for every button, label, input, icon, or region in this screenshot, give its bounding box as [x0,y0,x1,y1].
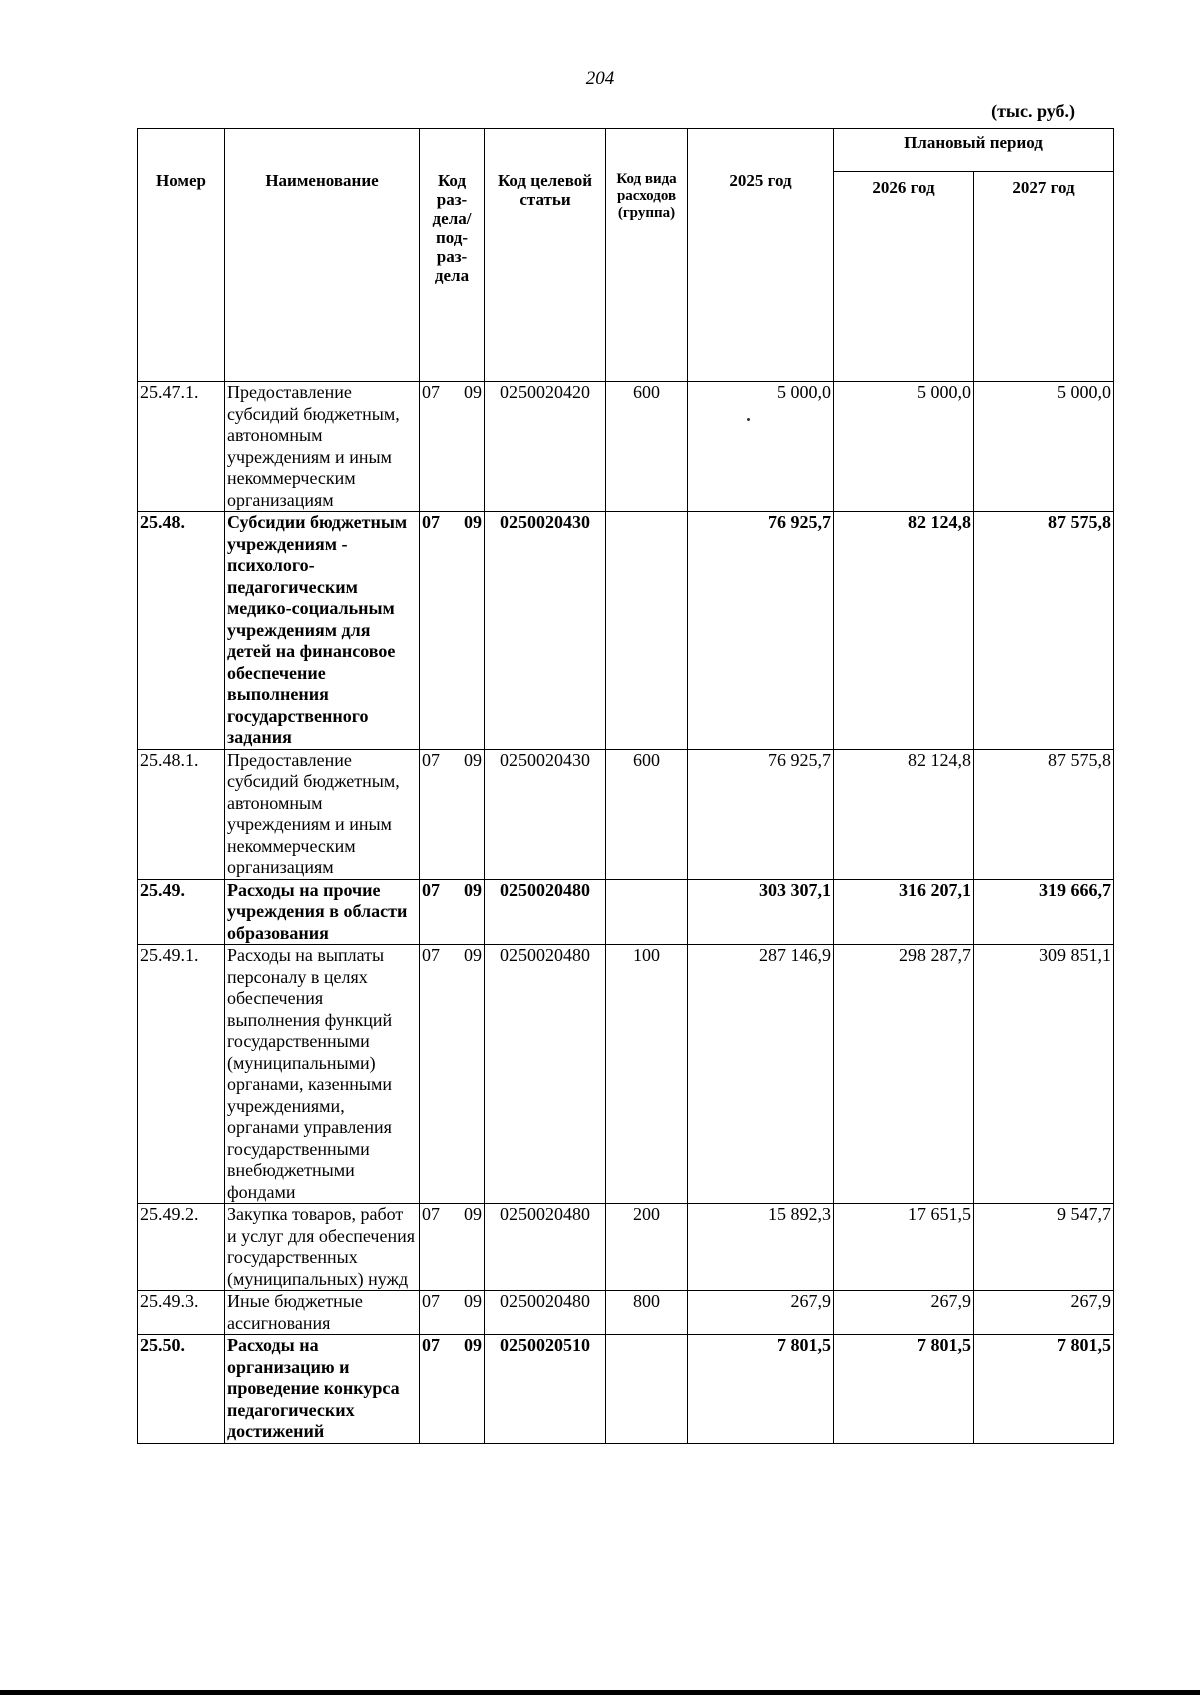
row-target-code: 0250020420 [485,382,606,512]
header-number: Номер [138,129,225,382]
row-number: 25.49. [138,879,225,945]
row-name: Предоставление субсидий бюджетным, автономным учреждениям и иным некоммерческим организациям [225,382,420,512]
row-value-2026: 298 287,7 [834,945,974,1204]
row-subsection: 09 [464,945,482,965]
header-2026: 2026 год [834,172,974,382]
row-section-code [420,945,485,1204]
row-expense-type [606,879,688,945]
row-value-2027: 319 666,7 [974,879,1114,945]
row-expense-type: 800 [606,1291,688,1335]
unit-label: (тыс. руб.) [991,101,1075,121]
row-name: Закупка товаров, работ и услуг для обеспечения государственных (муниципальных) нужд [225,1204,420,1291]
row-expense-type: 600 [606,382,688,512]
header-expense-type: Код вида расходов (группа) [606,129,688,382]
row-target-code: 0250020430 [485,749,606,879]
row-section-code [420,1204,485,1291]
row-number: 25.49.3. [138,1291,225,1335]
table-row [138,1204,1114,1291]
row-name: Иные бюджетные ассигнования [225,1291,420,1335]
header-name: Наименование [225,129,420,382]
row-value-2026: 5 000,0 [834,382,974,512]
row-section: 07 [422,1204,440,1224]
row-value-2025: 76 925,7 [688,512,834,750]
header-target: Код целевой статьи [485,129,606,382]
row-target-code: 0250020480 [485,1204,606,1291]
row-target-code: 0250020480 [485,945,606,1204]
row-subsection: 09 [464,1291,482,1311]
row-value-2027: 267,9 [974,1291,1114,1335]
table-row [138,382,1114,512]
row-value-2025: 267,9 [688,1291,834,1335]
row-name: Расходы на организацию и проведение конкурса педагогических достижений [225,1335,420,1444]
row-number: 25.49.2. [138,1204,225,1291]
row-subsection: 09 [464,749,482,770]
row-value-2027: 87 575,8 [974,749,1114,879]
row-value-2026: 267,9 [834,1291,974,1335]
header-2025: 2025 год [688,129,834,382]
table-row [138,1291,1114,1335]
row-expense-type [606,512,688,750]
row-section: 07 [422,749,440,770]
table-header [138,129,1114,382]
budget-table [137,128,1114,1444]
row-section: 07 [422,945,440,965]
row-section-code [420,879,485,945]
row-value-2026: 82 124,8 [834,512,974,750]
row-expense-type: 200 [606,1204,688,1291]
header-section: Код раз-дела/ под-раз-дела [420,129,485,382]
row-value-2025: 287 146,9 [688,945,834,1204]
row-value-2025: 5 000,0 [688,382,834,512]
row-value-2027: 7 801,5 [974,1335,1114,1444]
row-value-2025: 76 925,7 [688,749,834,879]
row-value-2025: 7 801,5 [688,1335,834,1444]
row-section-code [420,1335,485,1444]
row-target-code: 0250020480 [485,1291,606,1335]
row-subsection: 09 [464,382,482,402]
row-value-2026: 82 124,8 [834,749,974,879]
row-section-code [420,382,485,512]
row-number: 25.48.1. [138,749,225,879]
row-section: 07 [422,1291,440,1311]
row-value-2026: 316 207,1 [834,879,974,945]
scan-bottom-edge [0,1690,1200,1695]
table-row [138,749,1114,879]
row-value-2025: 15 892,3 [688,1204,834,1291]
row-number: 25.50. [138,1335,225,1444]
row-section-code [420,512,485,750]
row-name: Расходы на прочие учреждения в области образования [225,879,420,945]
row-value-2027: 87 575,8 [974,512,1114,750]
row-section: 07 [422,879,440,900]
row-number: 25.47.1. [138,382,225,512]
row-expense-type: 600 [606,749,688,879]
table-row [138,879,1114,945]
header-2027: 2027 год [974,172,1114,382]
row-number: 25.48. [138,512,225,750]
row-section: 07 [422,382,440,402]
row-target-code: 0250020480 [485,879,606,945]
row-number: 25.49.1. [138,945,225,1204]
row-section: 07 [422,512,440,532]
row-subsection: 09 [464,879,482,900]
row-name: Субсидии бюджетным учреждениям - психолого-педагогическим медико-социальным учреждениям для детей на финансовое обеспечение выполнения государственного задания [225,512,420,750]
row-target-code: 0250020510 [485,1335,606,1444]
row-section-code [420,1291,485,1335]
row-section: 07 [422,1335,440,1355]
row-value-2027: 309 851,1 [974,945,1114,1204]
row-value-2027: 5 000,0 [974,382,1114,512]
row-expense-type: 100 [606,945,688,1204]
table-row [138,512,1114,750]
row-subsection: 09 [464,1335,482,1355]
table-row [138,1335,1114,1444]
row-section-code [420,749,485,879]
row-name: Предоставление субсидий бюджетным, автономным учреждениям и иным некоммерческим организациям [225,749,420,879]
page-number: 204 [585,68,615,89]
row-name: Расходы на выплаты персоналу в целях обеспечения выполнения функций государственными (муниципальными) органами, казенными учреждениями, органами управления государственными внебюджетными фондами [225,945,420,1204]
table-body [138,382,1114,1444]
row-value-2026: 7 801,5 [834,1335,974,1444]
table-row [138,945,1114,1204]
row-expense-type [606,1335,688,1444]
row-subsection: 09 [464,1204,482,1224]
row-target-code: 0250020430 [485,512,606,750]
row-value-2027: 9 547,7 [974,1204,1114,1291]
row-subsection: 09 [464,512,482,532]
row-value-2026: 17 651,5 [834,1204,974,1291]
header-planned-period: Плановый период [834,129,1114,172]
row-value-2025: 303 307,1 [688,879,834,945]
